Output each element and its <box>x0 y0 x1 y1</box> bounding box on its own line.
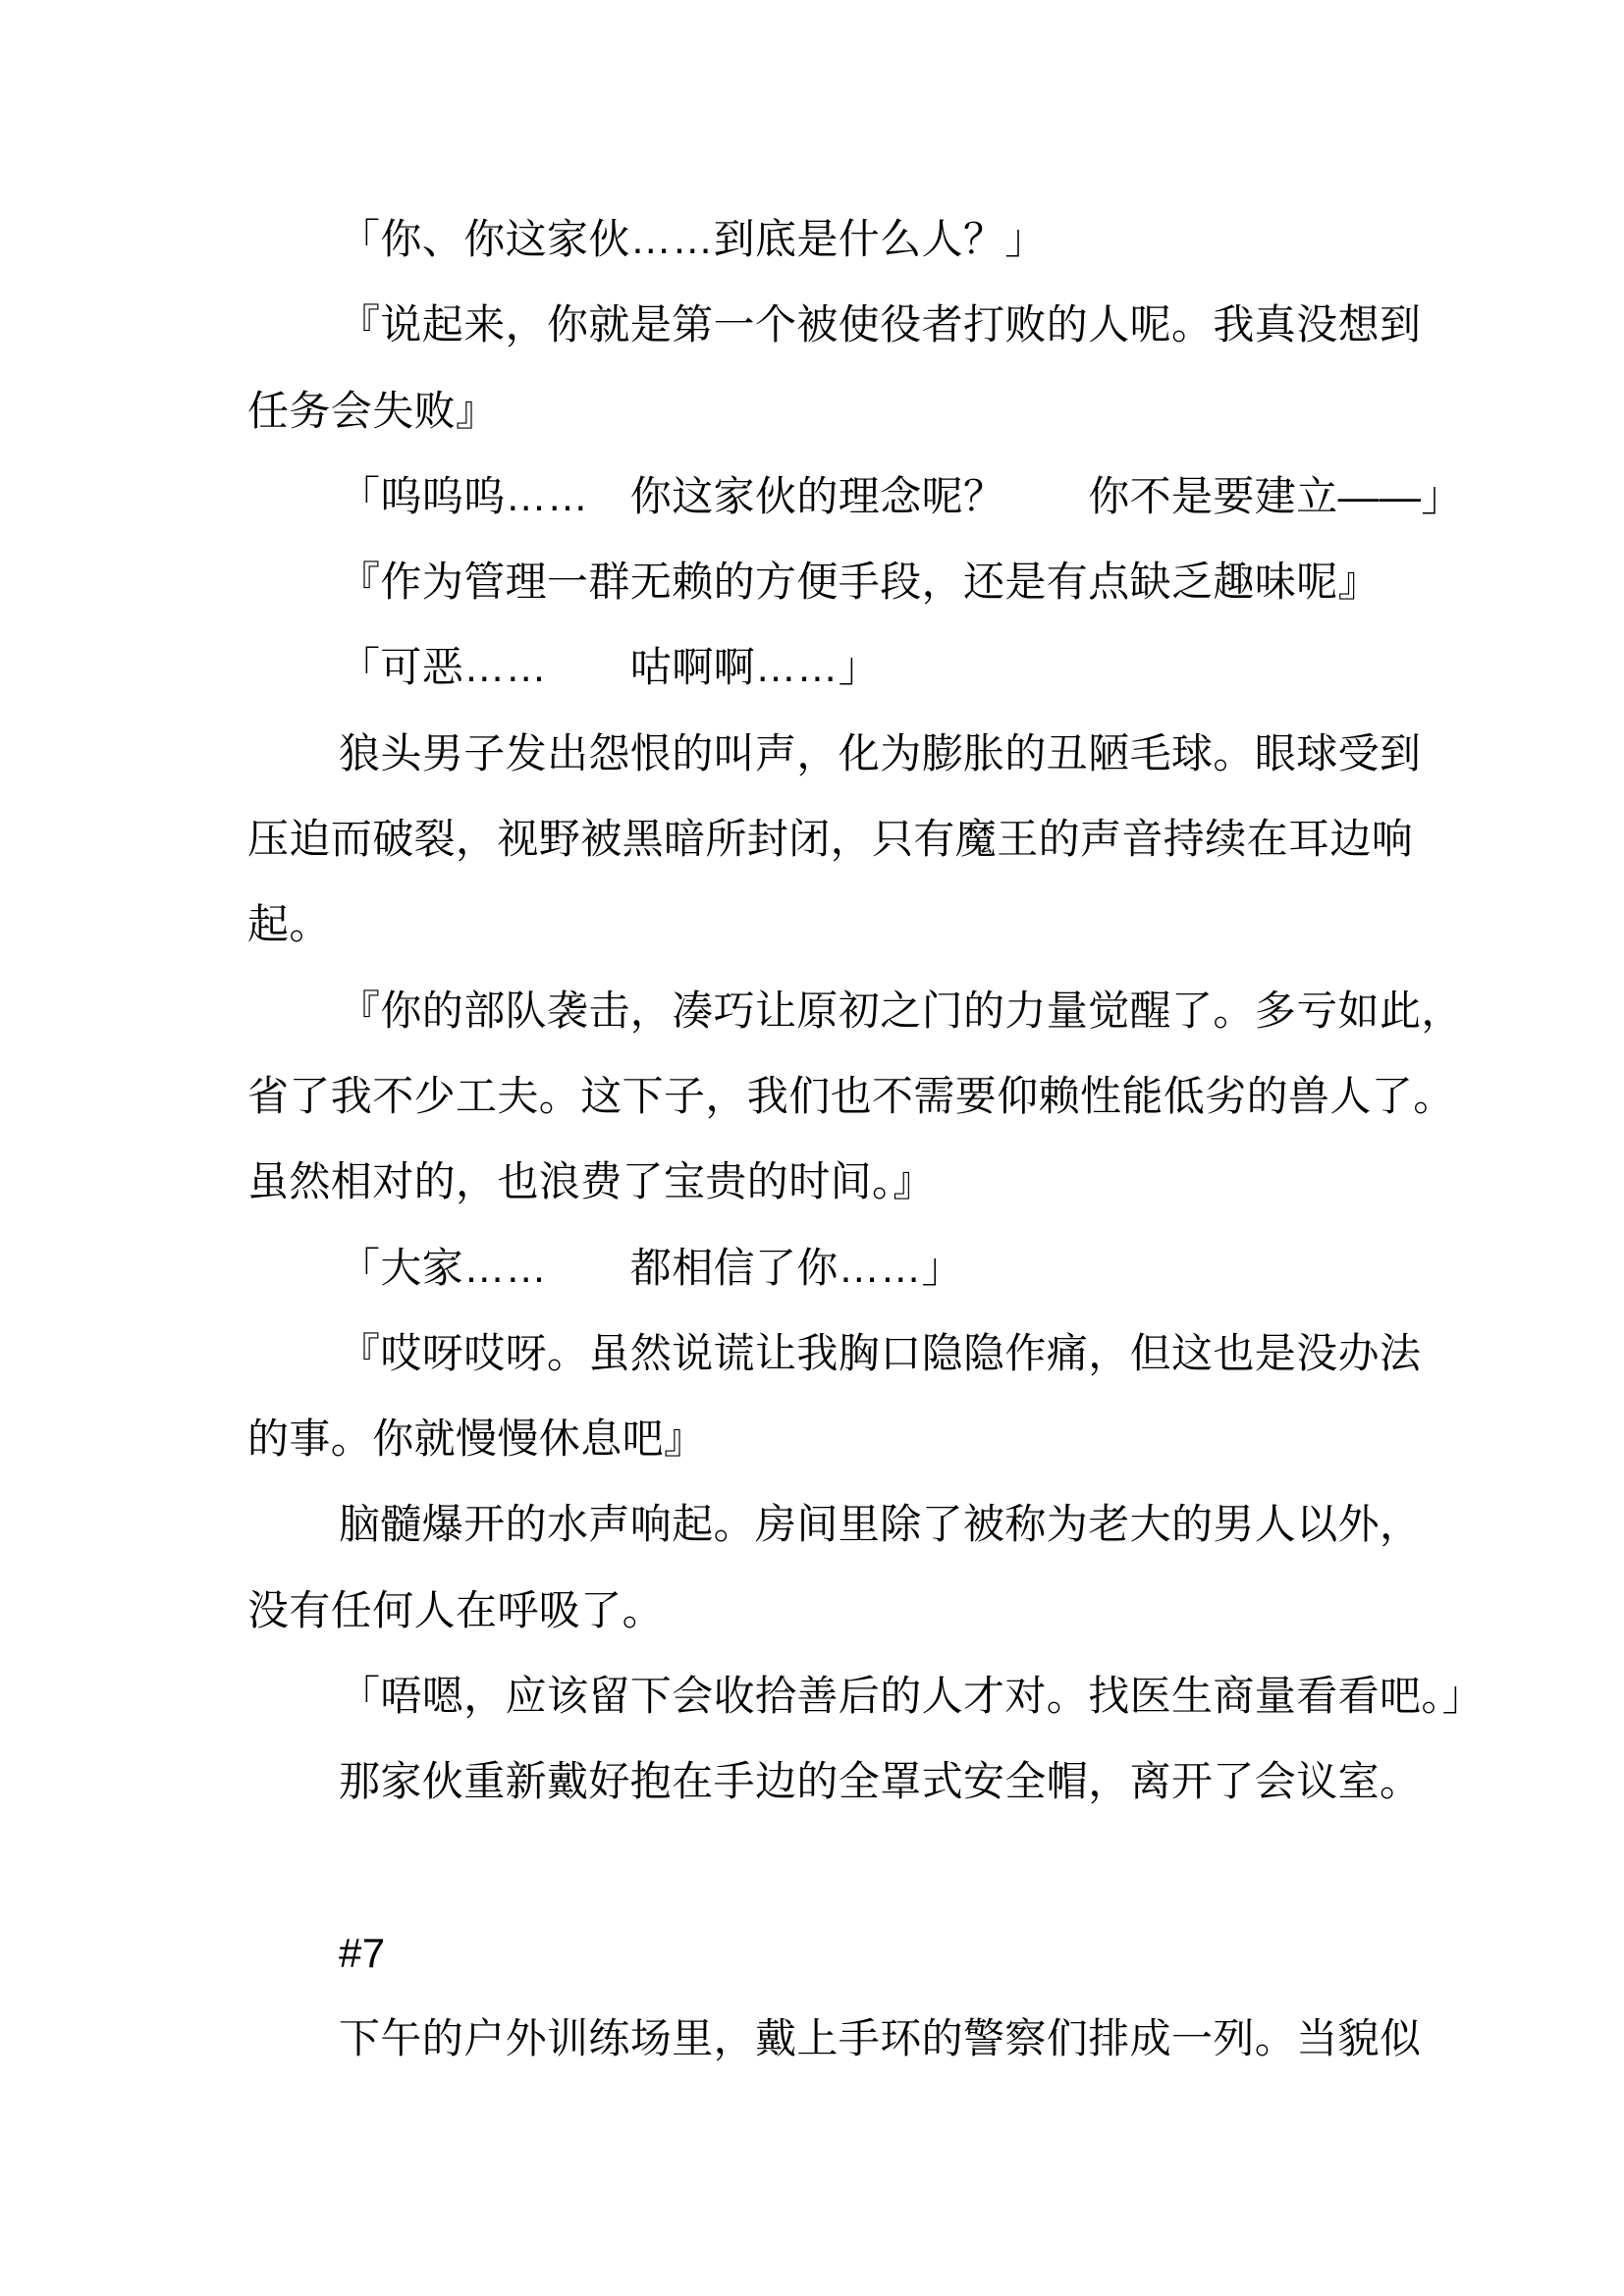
text-line: 压迫而破裂，视野被黑暗所封闭，只有魔王的声音持续在耳边响 <box>247 816 1414 863</box>
dialogue-paragraph <box>247 1310 1524 1482</box>
dialogue-paragraph <box>247 196 1524 282</box>
dialogue-paragraph <box>247 968 1524 1225</box>
text-line: 「唔嗯，应该留下会收拾善后的人才对。找医生商量看看吧。」 <box>339 1673 1485 1720</box>
text-line: 狼头男子发出怨恨的叫声，化为膨胀的丑陋毛球。眼球受到 <box>339 729 1422 776</box>
text-line: 「呜呜呜…… 你这家伙的理念呢？ 你不是要建立——」 <box>339 472 1463 519</box>
text-line: 那家伙重新戴好抱在手边的全罩式安全帽，离开了会议室。 <box>339 1758 1422 1805</box>
text-line: 的事。你就慢慢休息吧』 <box>247 1415 706 1463</box>
text-line: 「你、你这家伙……到底是什么人？」 <box>339 216 1047 262</box>
narration-paragraph <box>247 1481 1524 1653</box>
dialogue-paragraph <box>247 1653 1524 1738</box>
dialogue-paragraph <box>247 282 1524 454</box>
text-line: 任务会失败』 <box>247 387 498 434</box>
text-line: 『作为管理一群无赖的方便手段，还是有点缺乏趣味呢』 <box>339 559 1380 606</box>
text-line: 没有任何人在呼吸了。 <box>247 1586 665 1633</box>
text-line: 『哎呀哎呀。虽然说谎让我胸口隐隐作痛，但这也是没办法 <box>339 1329 1422 1376</box>
text-line: 省了我不少工夫。这下子，我们也不需要仰赖性能低劣的兽人了。 <box>247 1072 1455 1119</box>
dialogue-paragraph <box>247 1225 1524 1310</box>
dialogue-paragraph <box>247 454 1524 539</box>
text-line: 『说起来，你就是第一个被使役者打败的人呢。我真没想到 <box>339 301 1422 348</box>
text-line: 虽然相对的，也浪费了宝贵的时间。』 <box>247 1158 935 1205</box>
narration-paragraph <box>247 711 1524 968</box>
text-line: 下午的户外训练场里，戴上手环的警察们排成一列。当貌似 <box>339 2015 1422 2062</box>
narration-paragraph <box>247 1996 1524 2081</box>
dialogue-paragraph <box>247 624 1524 710</box>
text-line: 起。 <box>247 901 331 948</box>
text-line: 脑髓爆开的水声响起。房间里除了被称为老大的男人以外， <box>339 1501 1422 1548</box>
text-line: 『你的部队袭击，凑巧让原初之门的力量觉醒了。多亏如此， <box>339 987 1463 1034</box>
dialogue-paragraph <box>247 539 1524 624</box>
blank-line <box>247 1825 1524 1910</box>
text-line: 「可恶…… 咕啊啊……」 <box>339 644 881 691</box>
section-heading: #7 <box>339 1929 386 1976</box>
document-body <box>247 196 1524 2082</box>
text-line: 「大家…… 都相信了你……」 <box>339 1244 964 1291</box>
narration-paragraph <box>247 1738 1524 1824</box>
